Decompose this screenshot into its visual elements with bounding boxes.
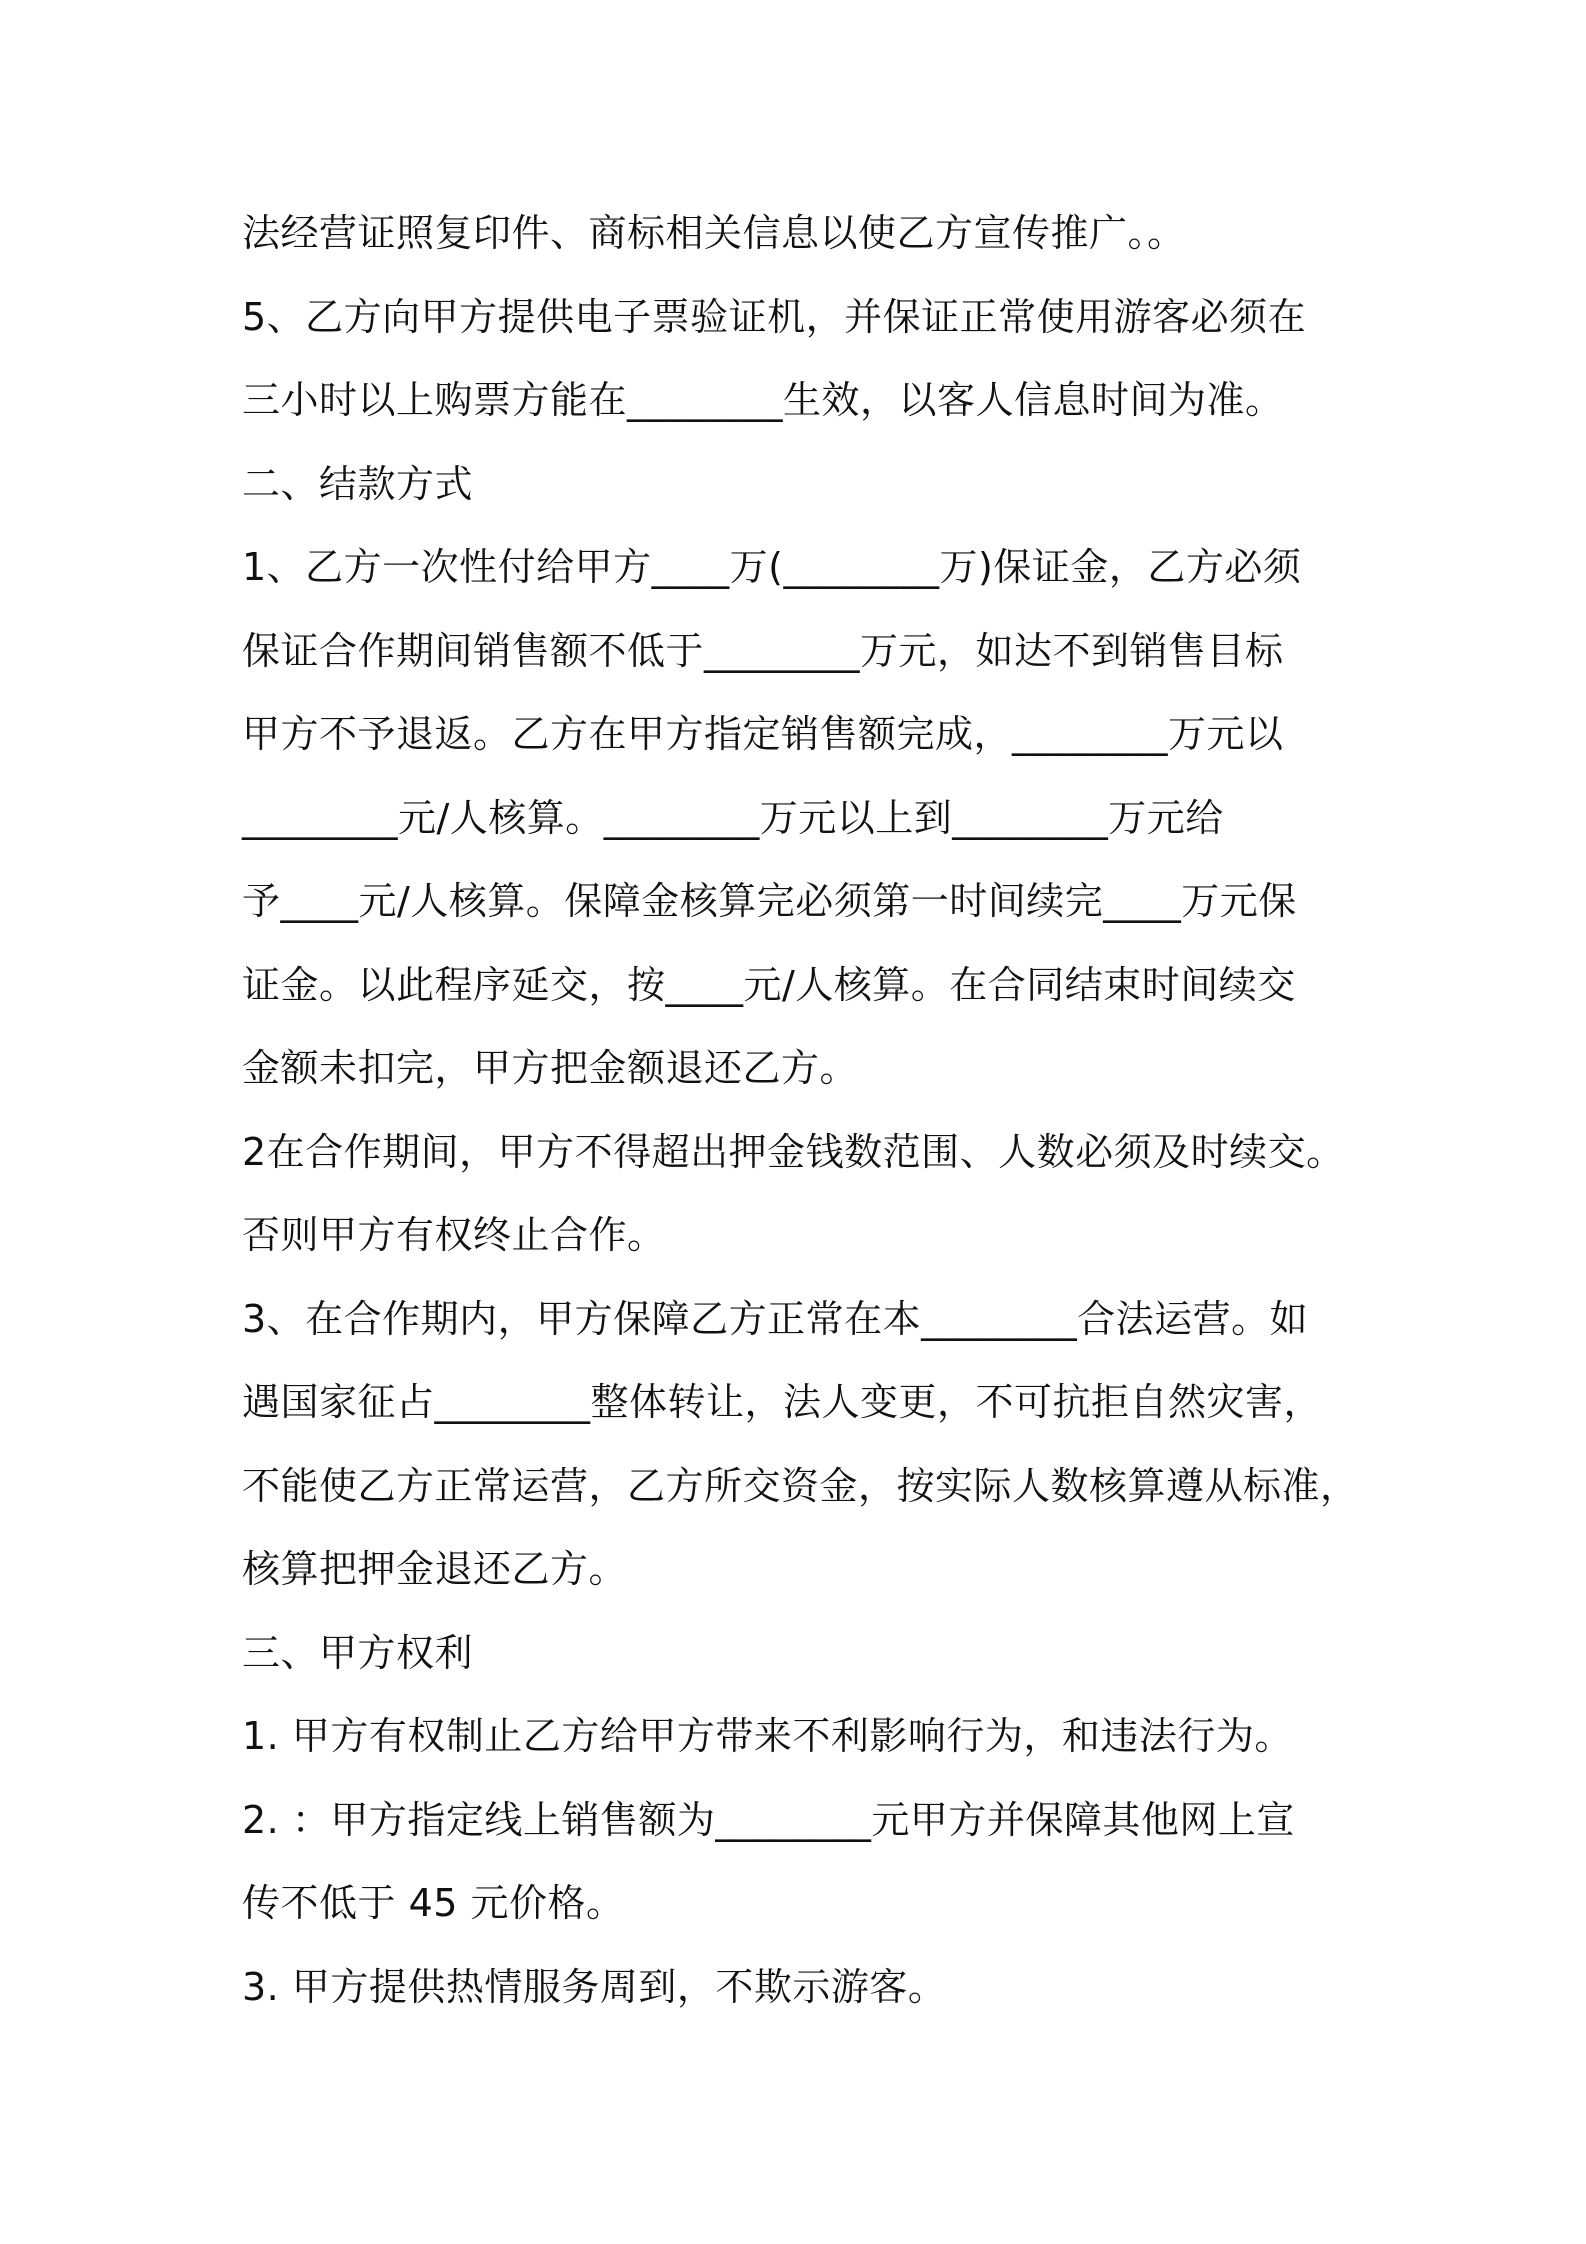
- text-line: 证金。以此程序延交，按____元/人核算。在合同结束时间续交: [242, 962, 1296, 1007]
- text-line: 3. 甲方提供热情服务周到，不欺示游客。: [242, 1964, 947, 2009]
- text-line: 3、在合作期内，甲方保障乙方正常在本________合法运营。如: [242, 1296, 1309, 1341]
- text-line: 遇国家征占________整体转让，法人变更，不可抗拒自然灾害，: [242, 1380, 1323, 1424]
- text-line: 核算把押金退还乙方。: [242, 1547, 628, 1591]
- text-line: 不能使乙方正常运营，乙方所交资金，按实际人数核算遵从标准，: [242, 1463, 1359, 1508]
- text-line: 甲方不予退返。乙方在甲方指定销售额完成，________万元以: [242, 712, 1284, 756]
- text-line: 2. ：甲方指定线上销售额为________元甲方并保障其他网上宣: [242, 1797, 1295, 1842]
- text-line: ________元/人核算。________万元以上到________万元给: [242, 795, 1224, 840]
- text-line: 传不低于 45 元价格。: [242, 1881, 625, 1925]
- text-line: 金额未扣完，甲方把金额退还乙方。: [242, 1046, 859, 1090]
- text-line: 三小时以上购票方能在________生效，以客人信息时间为准。: [242, 378, 1284, 422]
- text-line: 保证合作期间销售额不低于________万元，如达不到销售目标: [242, 628, 1284, 673]
- text-line: 5、乙方向甲方提供电子票验证机，并保证正常使用游客必须在: [242, 294, 1307, 339]
- text-line: 法经营证照复印件、商标相关信息以使乙方宣传推广。。: [242, 211, 1186, 255]
- text-line: 否则甲方有权终止合作。: [242, 1213, 666, 1257]
- document-body: [242, 192, 1362, 2029]
- text-line: 1、乙方一次性付给甲方____万(________万)保证金，乙方必须: [242, 545, 1302, 589]
- section-heading: 三、甲方权利: [242, 1630, 474, 1675]
- section-heading: 二、结款方式: [242, 461, 474, 506]
- text-line: 2在合作期间，甲方不得超出押金钱数范围、人数必须及时续交。: [242, 1129, 1345, 1174]
- text-line: 予____元/人核算。保障金核算完必须第一时间续完____万元保: [242, 879, 1297, 923]
- text-line: 1. 甲方有权制止乙方给甲方带来不利影响行为，和违法行为。: [242, 1714, 1293, 1758]
